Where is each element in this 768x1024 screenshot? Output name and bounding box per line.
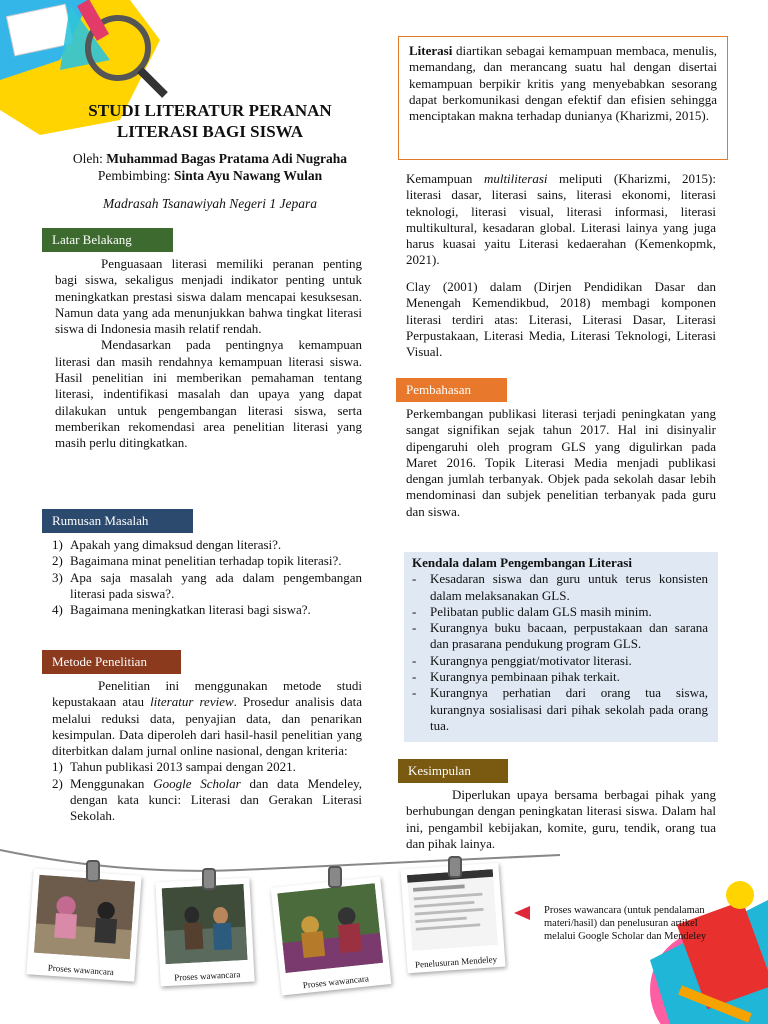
list-text: Bagaimana minat penelitian terhadap topik literasi?. — [70, 553, 342, 569]
metode-text — [52, 678, 362, 825]
photo-note: Proses wawancara (untuk pendalaman materi/hasil) dan penelusuran artikel melalui Google Scholar dan Mendeley — [544, 905, 707, 942]
photo-caption: Proses wawancara — [47, 962, 115, 978]
section-heading-metode-penelitian: Metode Penelitian — [42, 650, 181, 674]
list-text: Bagaimana meningkatkan literasi bagi siswa?. — [70, 602, 311, 618]
institution-name: Madrasah Tsanawiyah Negeri 1 Jepara — [102, 196, 317, 211]
metode-criteria-2 — [52, 776, 362, 825]
list-item — [52, 553, 362, 569]
author-name: Muhammad Bagas Pratama Adi Nugraha — [106, 151, 348, 166]
metode-paragraph — [52, 678, 362, 759]
latar-belakang-paragraph-1: Penguasaan literasi memiliki peranan penting bagi siswa, sekaligus menjadi indikator penting untuk meningkatkan prestasi siswa dalam mencapai kesuksesan. Namun data yang ada menunjukkan bahwa tingkat literasi siswa di Indonesia masih relatif rendah. — [55, 256, 362, 337]
literasi-definition-box — [398, 36, 728, 160]
list-item — [52, 570, 362, 603]
criteria-text-a: Menggunakan — [70, 775, 154, 791]
institution — [40, 196, 380, 212]
binder-clip-icon — [448, 856, 462, 878]
supervisor-name: Sinta Ayu Nawang Wulan — [173, 168, 323, 183]
interview-photo-icon — [34, 875, 135, 960]
definition-term: Literasi — [409, 43, 453, 58]
photo-card — [26, 868, 141, 981]
list-item: - Kesadaran siswa dan guru untuk terus konsisten dalam melaksanakan GLS. — [412, 571, 708, 603]
criteria-italic: Google Scholar — [153, 775, 241, 791]
pembahasan-paragraph: Perkembangan publikasi literasi terjadi peningkatan yang sangat signifikan sejak tahun 2017. Hal ini disinyalir dipengaruhi oleh program GLS yang digulirkan pada Maret 2016. Topik Literasi Media menjadi publikasi dengan jumlah terbanyak. Objek pada sekolah dasar lebih mendominasi dan subjek penelitian terbanyak pada guru dan siswa. — [406, 406, 716, 519]
multiliterasi-text-b: meliputi (Kharizmi, 2015): literasi dasar, literasi sains, literasi ekonomi, literasi teknologi, literasi visual, literasi informasi, literasi multikultural, kesadaran global. Literasi lainya yang juga harus kuasai yaitu Literasi kedaerahan (Kemenkopmk, 2021). — [406, 171, 716, 268]
kendala-box — [404, 552, 718, 742]
metode-italic: literatur review — [150, 694, 234, 710]
multiliterasi-text-a: Kemampuan — [406, 171, 484, 186]
list-text: Kurangnya pembinaan pihak terkait. — [430, 669, 620, 685]
interview-photo-icon — [277, 883, 383, 973]
definition-text: diartikan sebagai kemampuan membaca, menulis, memandang, dan merancang suatu hal dengan disertai kemampuan berpikir kritis yang menyebabkan sesorang dapat berkomunikasi dengan efektif dan efisien sehingga menciptakan makna terhadap dunianya (Kharizmi, 2015). — [409, 43, 717, 124]
latar-belakang-paragraph-2: Mendasarkan pada pentingnya kemampuan literasi dan masih rendahnya kemampuan literasi siswa. Hasil penelitian ini memberikan pemahaman tentang literasi, indentifikasi masalah dan upaya yang dapat dilakukan untuk pengembangan literasi siswa, serta memberikan rekomendasi area penelitian literasi yang masih perlu ditingkatkan. — [55, 337, 362, 451]
list-text: Kurangnya penggiat/motivator literasi. — [430, 652, 632, 668]
list-item — [52, 537, 362, 553]
photo-caption: Proses wawancara — [173, 969, 241, 983]
clay-paragraph: Clay (2001) dalam (Dirjen Pendidikan Dasar dan Menengah Kemendikbud, 2018) membagi komponen literasi terdiri atas: Literasi, Literasi Dasar, Literasi Perpustakaan, Literasi Media, Literasi Teknologi, Literasi Visual. — [406, 279, 716, 360]
list-number: 2) — [52, 775, 63, 791]
poster-title — [40, 100, 380, 142]
section-heading-rumusan-masalah: Rumusan Masalah — [42, 509, 193, 533]
supervisor-line — [40, 168, 380, 184]
title-line-2: LITERASI BAGI SISWA — [116, 122, 304, 141]
list-text: Apakah yang dimaksud dengan literasi?. — [70, 537, 282, 552]
photo-caption: Penelusuran Mendeley — [414, 954, 498, 970]
list-text: Kesadaran siswa dan guru untuk terus konsisten dalam melaksanakan GLS. — [430, 571, 708, 603]
list-number: 1) — [52, 537, 63, 552]
list-item — [52, 602, 362, 618]
section-heading-latar-belakang: Latar Belakang — [42, 228, 173, 252]
list-item: - Pelibatan public dalam GLS masih minim. — [412, 604, 708, 620]
criteria-text-b: dan data Mendeley, dengan kata kunci: Literasi dan Gerakan Literasi Sekolah. — [70, 775, 362, 824]
photo-caption: Proses wawancara — [302, 973, 370, 991]
list-number: 2) — [52, 553, 63, 569]
list-text: Apa saja masalah yang ada dalam pengembangan literasi pada siswa?. — [70, 569, 362, 601]
multiliterasi-paragraph — [406, 171, 716, 269]
metode-text-a: Penelitian ini menggunakan metode studi kepustakaan atau — [52, 678, 362, 710]
list-text: Kurangnya perhatian dari orang tua siswa, kurangnya sosialisasi dari pihak sekolah pada orang tua. — [430, 685, 708, 733]
list-text — [70, 776, 362, 825]
kesimpulan-paragraph: Diperlukan upaya bersama berbagai pihak yang berhubungan dengan peningkatan literasi siswa. Dalam hal ini, pengambil kebijakan, komite, guru, tendik, orang tua dan pihak lainya. — [406, 787, 716, 851]
mendeley-screenshot-icon — [407, 869, 498, 951]
pembahasan-text — [406, 406, 716, 520]
list-text: Kurangnya buku bacaan, perpustakaan dan sarana dan prasarana pendukung program GLS. — [430, 620, 708, 652]
supervisor-prefix: Pembimbing: — [97, 168, 171, 183]
section-heading-kesimpulan: Kesimpulan — [398, 759, 508, 783]
rumusan-masalah-list — [52, 537, 362, 618]
binder-clip-icon — [86, 860, 100, 882]
photo-card — [155, 878, 254, 987]
list-text: Tahun publikasi 2013 sampai dengan 2021. — [70, 759, 296, 775]
section-heading-pembahasan: Pembahasan — [396, 378, 507, 402]
list-item: - Kurangnya perhatian dari orang tua siswa, kurangnya sosialisasi dari pihak sekolah pada orang tua. — [412, 685, 708, 733]
title-line-1: STUDI LITERATUR PERANAN — [88, 101, 332, 120]
list-number: 3) — [52, 569, 63, 585]
metode-text-b: . Prosedur analisis data melalui reduksi data, penyajian data, dan penarikan kesimpulan. Data diperoleh dari hasil-hasil penelitian yang diterbitkan dalam jurnal online nasional, dengan kriteria: — [52, 694, 362, 759]
interview-photo-icon — [162, 884, 248, 964]
photo-card — [271, 877, 392, 996]
pointer-triangle-icon — [514, 906, 530, 920]
list-text: Pelibatan public dalam GLS masih minim. — [430, 603, 652, 619]
list-number: 4) — [52, 602, 63, 618]
latar-belakang-text — [55, 256, 362, 452]
binder-clip-icon — [202, 868, 216, 890]
list-item: - Kurangnya buku bacaan, perpustakaan dan sarana dan prasarana pendukung program GLS. — [412, 620, 708, 652]
metode-criteria-1 — [52, 759, 362, 775]
binder-clip-icon — [328, 866, 342, 888]
kendala-list — [412, 571, 708, 734]
author-line — [40, 151, 380, 167]
list-item: - Kurangnya pembinaan pihak terkait. — [412, 669, 708, 685]
kendala-heading: Kendala dalam Pengembangan Literasi — [412, 555, 632, 570]
photo-card — [400, 863, 505, 974]
list-item: - Kurangnya penggiat/motivator literasi. — [412, 653, 708, 669]
list-number: 1) — [52, 759, 63, 775]
author-prefix: Oleh: — [72, 151, 103, 166]
multiliterasi-italic: multiliterasi — [483, 171, 548, 186]
